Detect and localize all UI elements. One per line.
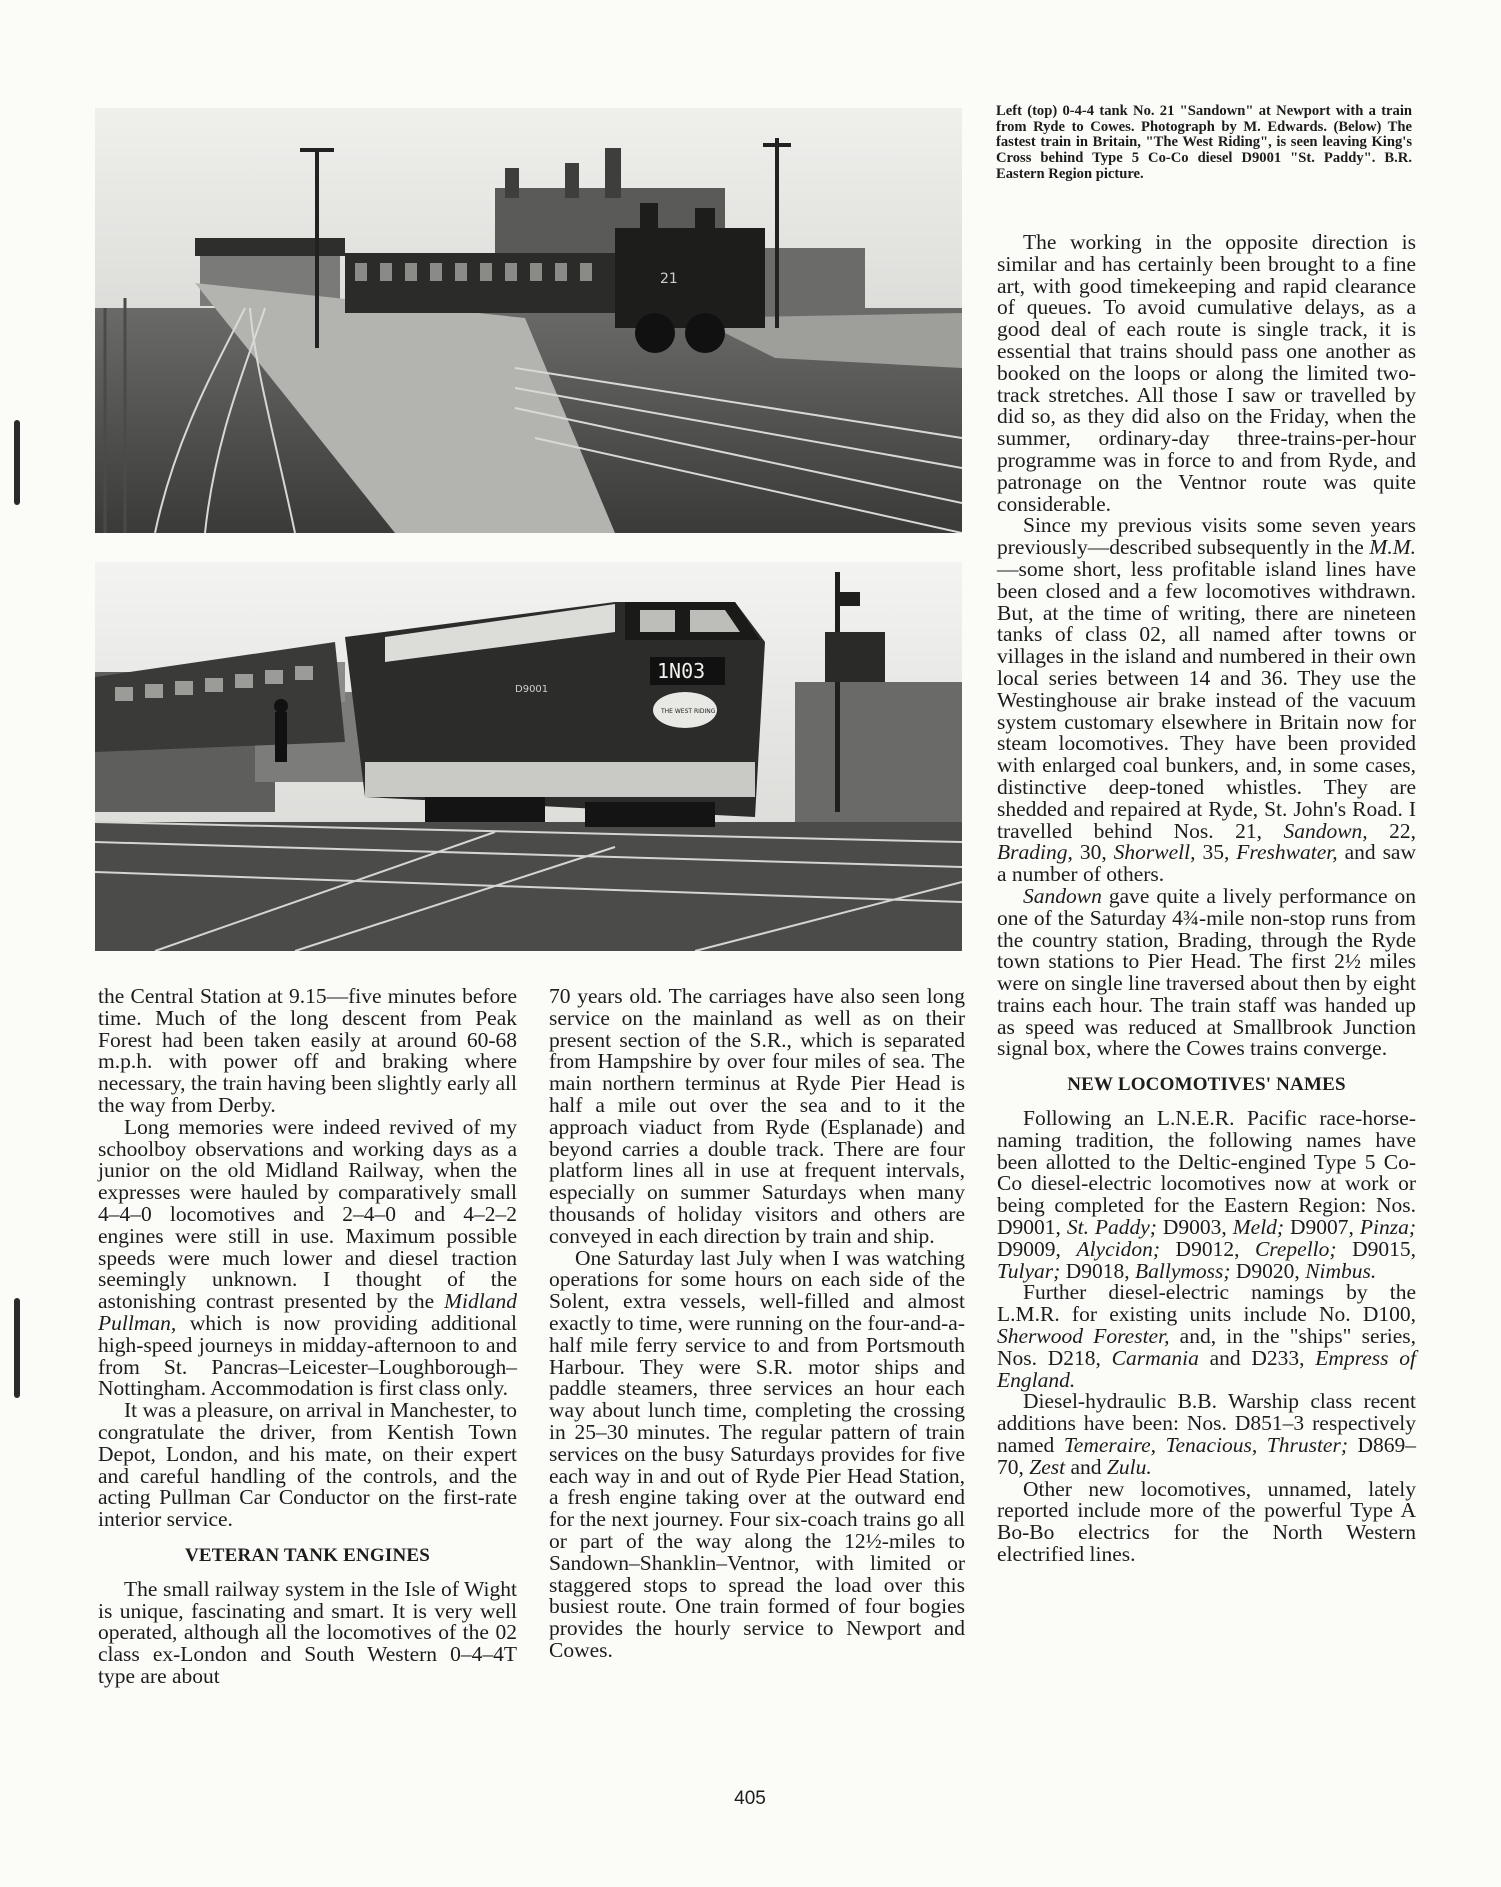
paragraph: the Central Station at 9.15—five minutes before time. Much of the long descent from Peak Forest had been taken easily at around 60-68 m.p.h. with power off and braking where necessary, the train having been slightly early all the way from Derby. — [98, 984, 517, 1117]
photo-bottom-illustration — [95, 562, 962, 951]
text-column-left — [98, 986, 517, 1688]
page-number: 405 — [734, 1788, 766, 1809]
paragraph: It was a pleasure, on arrival in Manchester, to congratulate the driver, from Kentish Town Depot, London, and his mate, on their expert and careful handling of the controls, and the acting Pullman Car Conductor on the first-rate interior service. — [98, 1398, 517, 1532]
paragraph: Since my previous visits some seven years previously—described subsequently in the M.M.—some short, less profitable island lines have been closed and a few locomotives withdrawn. But, at the time of writing, there are nineteen tanks of class 02, all named after towns or villages in the island and numbered in their own local series between 14 and 36. They use the Westinghouse air brake instead of the vacuum system customary elsewhere in Britain now for steam locomotives. They have been provided with enlarged coal bunkers, and, in some cases, distinctive deep-toned whistles. They are shedded and repaired at Ryde, St. John's Road. I travelled behind Nos. 21, Sandown, 22, Brading, 30, Shorwell, 35, Freshwater, and saw a number of others. — [997, 513, 1417, 887]
paragraph: 70 years old. The carriages have also seen long service on the mainland as well as on their present section of the S.R., which is separated from Hampshire by over four miles of sea. The main northern terminus at Ryde Pier Head is half a mile out over the sea and to it the approach viaduct from Ryde (Esplanade) and beyond carries a double track. There are four platform lines all in use at frequent intervals, especially on summer Saturdays when many thousands of holiday visitors and others are conveyed in each direction by train and ship. — [549, 984, 965, 1248]
paragraph: Following an L.N.E.R. Pacific race-horse-naming tradition, the following names have been allotted to the Deltic-engined Type 5 Co-Co diesel-electric locomotives now at work or being completed for the Eastern Region: Nos. D9001, St. Paddy; D9003, Meld; D9007, Pinza; D9009, Alycidon; D9012, Crepello; D9015, Tulyar; D9018, Ballymoss; D9020, Nimbus. — [997, 1106, 1417, 1283]
text-column-right — [997, 232, 1416, 1566]
section-heading-new-locomotives-names: NEW LOCOMOTIVES' NAMES — [1067, 1074, 1346, 1096]
paragraph: Diesel-hydraulic B.B. Warship class recent additions have been: Nos. D851–3 respectively named Temeraire, Tenacious, Thruster; D869–70, Zest and Zulu. — [997, 1389, 1416, 1479]
loco-number-d9001: D9001 — [515, 684, 549, 695]
binding-mark-upper — [14, 420, 20, 505]
paragraph: The small railway system in the Isle of Wight is unique, fascinating and smart. It is very well operated, although all the locomotives of the 02 class ex-London and South Western 0–4–4T type are about — [98, 1576, 517, 1688]
paragraph: Further diesel-electric namings by the L.M.R. for existing units include No. D100, Sherwood Forester, and, in the "ships" series, Nos. D218, Carmania and D233, Empress of England. — [997, 1280, 1416, 1392]
paragraph: One Saturday last July when I was watching operations for some hours on each side of the Solent, extra vessels, well-filled and almost exactly to time, were running on the four-and-a-half mile ferry service to and from Portsmouth Harbour. They were S.R. motor ships and paddle steamers, three services an hour each way about lunch time, completing the crossing in 25–30 minutes. The regular pattern of train services on the busy Saturdays provides for five each way in and out of Ryde Pier Head Station, a fresh engine taking over at the outward end for the next journey. Four six-coach trains go all or part of the way along the 12½-miles to Sandown–Shanklin–Ventnor, with limited or staggered stops to spread the load over this busiest route. One train formed of four bogies provides the hourly service to Newport and Cowes. — [549, 1245, 965, 1662]
photo-top-illustration — [95, 108, 962, 533]
photo-tank-engine-newport — [95, 108, 962, 533]
binding-mark-lower — [14, 1298, 20, 1398]
paragraph: Other new locomotives, unnamed, lately reported include more of the powerful Type A Bo-Bo electrics for the North Western electrified lines. — [997, 1476, 1416, 1567]
headboard-text: THE WEST RIDING — [661, 708, 716, 715]
paragraph: Sandown gave quite a lively performance on one of the Saturday 4¾-mile non-stop runs from the country station, Brading, through the Ryde town stations to Pier Head. The first 2½ miles were on single line traversed about then by eight trains each hour. The train staff was handed up as speed was reduced at Smallbrook Junction signal box, where the Cowes trains converge. — [997, 883, 1416, 1061]
section-heading-veteran-tank-engines: VETERAN TANK ENGINES — [184, 1544, 431, 1566]
loco-number-21: 21 — [660, 271, 678, 287]
paragraph: The working in the opposite direction is similar and has certainly been brought to a fine art, with good timekeeping and rapid clearance of queues. To avoid cumulative delays, as a good deal of each route is single track, it is essential that trains should pass one another as booked on the loops or along the limited two-track stretches. All those I saw or travelled by did so, as they did also on the Friday, when the summer, ordinary-day three-trains-per-hour programme was in force to and from Ryde, and patronage on the Ventnor route was quite considerable. — [997, 230, 1416, 516]
text-column-middle — [549, 986, 965, 1662]
paragraph: Long memories were indeed revived of my schoolboy observations and working days as a junior on the old Midland Railway, when the expresses were hauled by comparatively small 4–4–0 locomotives and 2–4–0 and 4–2–2 engines were still in use. Maximum possible speeds were much lower and diesel traction seemingly unknown. I thought of the astonishing contrast presented by the Midland Pullman, which is now providing additional high-speed journeys in midday-afternoon to and from St. Pancras–Leicester–Loughborough–Nottingham. Accommodation is first class only. — [98, 1114, 517, 1401]
photo-caption: Left (top) 0-4-4 tank No. 21 "Sandown" at Newport with a train from Ryde to Cowes. Photograph by M. Edwards. (Below) The fastest train in Britain, "The West Riding", is seen leaving King's Cross behind Type 5 Co-Co diesel D9001 "St. Paddy". B.R. Eastern Region picture. — [996, 103, 1412, 182]
photo-deltic-kings-cross — [95, 562, 962, 951]
headcode-text: 1N03 — [657, 659, 706, 683]
